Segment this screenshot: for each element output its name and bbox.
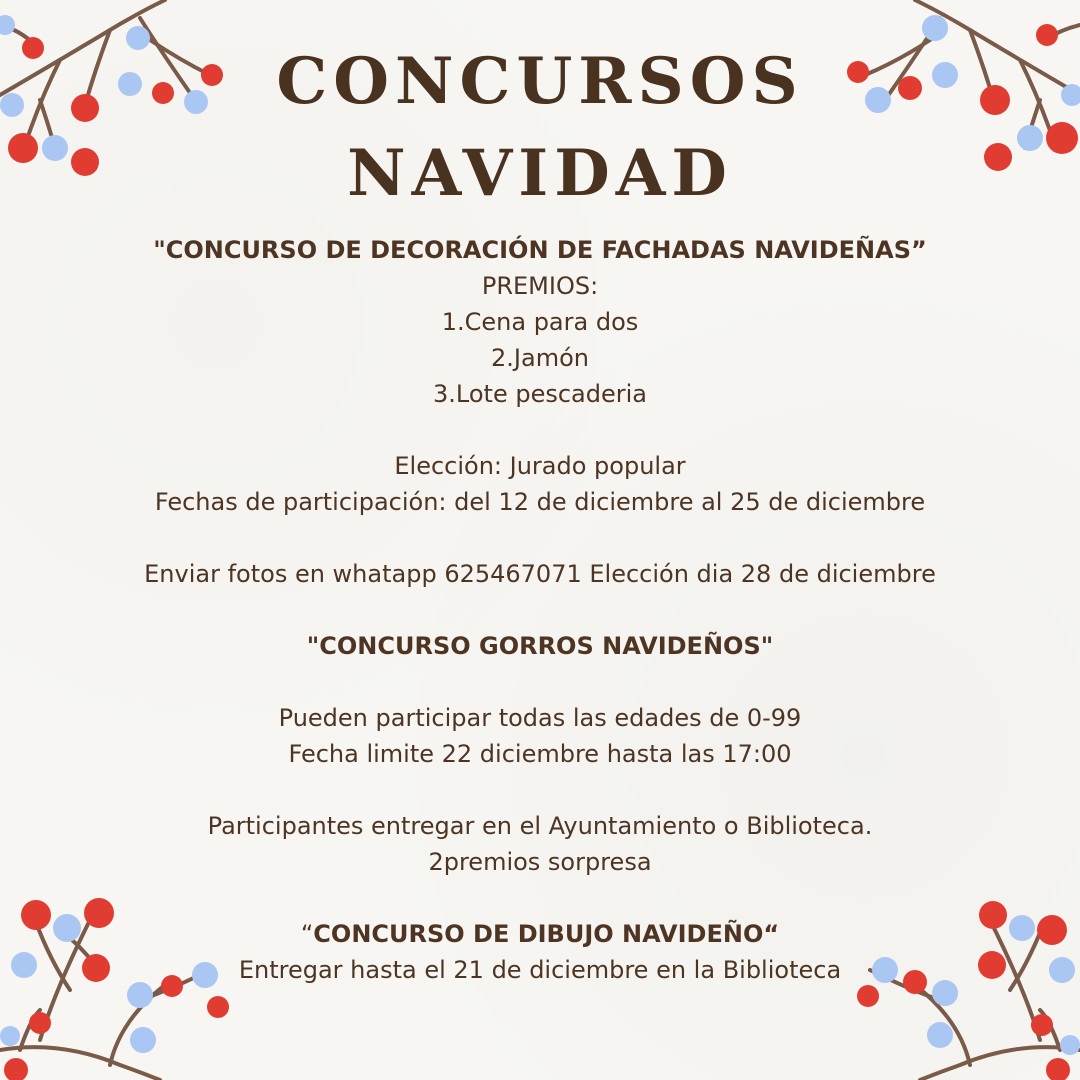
contest-details [0,232,1080,988]
spacer [0,772,1080,808]
gorros-entregar: Participantes entregar en el Ayuntamiento o Biblioteca. [207,812,873,840]
gorros-heading: "CONCURSO GORROS NAVIDEÑOS" [306,632,774,660]
spacer [0,520,1080,556]
fachadas-premio-1: 1.Cena para dos [441,308,639,336]
fachadas-premios-label: PREMIOS: [481,272,599,300]
gorros-edades: Pueden participar todas las edades de 0-99 [278,704,802,732]
fachadas-eleccion: Elección: Jurado popular [394,452,686,480]
gorros-premios: 2premios sorpresa [428,848,652,876]
dibujo-heading-open-quote: “ [300,920,314,948]
title-line-2: NAVIDAD [347,136,733,211]
title-line-1: CONCURSOS [276,44,804,119]
spacer [0,880,1080,916]
fachadas-heading: "CONCURSO DE DECORACIÓN DE FACHADAS NAVIDEÑAS” [153,236,927,264]
page-title [0,36,1080,220]
dibujo-heading: CONCURSO DE DIBUJO NAVIDEÑO“ [313,920,780,948]
fachadas-premio-2: 2.Jamón [491,344,589,372]
spacer [0,592,1080,628]
gorros-fecha-limite: Fecha limite 22 diciembre hasta las 17:00 [288,740,792,768]
fachadas-premio-3: 3.Lote pescaderia [433,380,647,408]
fachadas-fechas: Fechas de participación: del 12 de diciembre al 25 de diciembre [154,488,926,516]
dibujo-entregar: Entregar hasta el 21 de diciembre en la Biblioteca [238,956,842,984]
dibujo-heading-line [0,916,1080,952]
fachadas-enviar: Enviar fotos en whatapp 625467071 Elección dia 28 de diciembre [144,560,936,588]
spacer [0,664,1080,700]
spacer [0,412,1080,448]
